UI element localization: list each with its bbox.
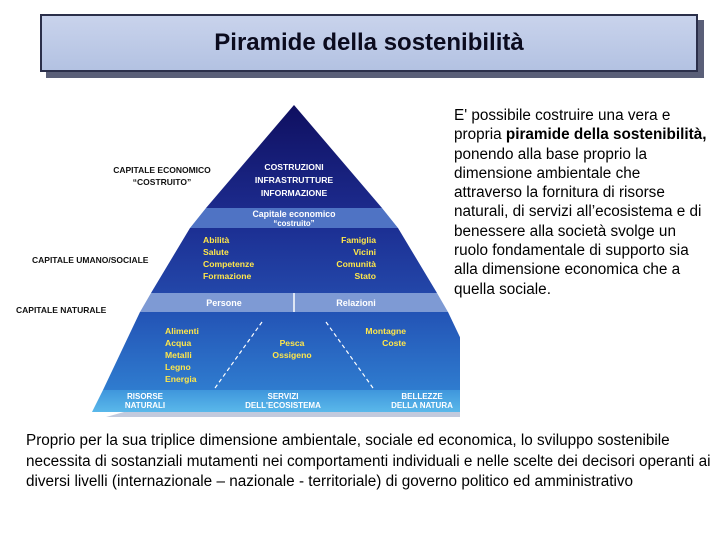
- label-capitale-economico: CAPITALE ECONOMICO: [113, 165, 211, 175]
- pyramid-shadow: [106, 412, 460, 417]
- title-box: [40, 14, 698, 72]
- naturale-montagne: Montagne: [365, 326, 406, 336]
- band-relazioni: Relazioni: [336, 298, 376, 308]
- naturale-pesca: Pesca: [279, 338, 305, 348]
- label-capitale-naturale: CAPITALE NATURALE: [16, 305, 107, 315]
- pyramid-umano-section: [151, 228, 437, 293]
- side-text-part2: ponendo alla base proprio la dimensione ambientale che attraverso la fornitura di risorse naturali, di servizi all’ecosistema e di benessere alla società svolge un ruolo fondamentale di supporto sia alla dimensione economica che a quella sociale.: [454, 145, 702, 298]
- umano-stato: Stato: [354, 271, 376, 281]
- base-bellezze: BELLEZZE: [401, 392, 443, 401]
- umano-salute: Salute: [203, 247, 229, 257]
- sustainability-pyramid: [0, 98, 460, 428]
- base-naturali: NATURALI: [124, 401, 166, 410]
- umano-famiglia: Famiglia: [341, 235, 376, 245]
- top-infrastrutture: INFRASTRUTTURE: [254, 175, 334, 185]
- umano-comunita: Comunità: [336, 259, 376, 269]
- bottom-paragraph: Proprio per la sua triplice dimensione ambientale, sociale ed economica, lo sviluppo sostenibile necessita di sostanziali mutamenti nei comportamenti individuali e nelle scelte dei decisori operanti ai diversi livelli (internazionale – nazionale - territoriale) di governo politico ed amministrativo: [26, 432, 711, 490]
- naturale-metalli: Metalli: [165, 350, 192, 360]
- top-informazione: INFORMAZIONE: [260, 188, 328, 198]
- naturale-legno: Legno: [165, 362, 191, 372]
- top-costruzioni: COSTRUZIONI: [264, 162, 324, 172]
- band-persone: Persone: [206, 298, 242, 308]
- base-natura: DELLA NATURA: [391, 401, 453, 410]
- base-ecosistema: DELL'ECOSISTEMA: [245, 401, 321, 410]
- naturale-energia: Energia: [165, 374, 197, 384]
- umano-vicini: Vicini: [353, 247, 376, 257]
- label-costruito: “COSTRUITO”: [132, 177, 192, 187]
- side-paragraph: [454, 106, 708, 299]
- slide-title: Piramide della sostenibilità: [214, 29, 524, 56]
- band-economico-line1: Capitale economico: [252, 209, 336, 219]
- naturale-coste: Coste: [382, 338, 406, 348]
- umano-abilita: Abilità: [203, 235, 230, 245]
- side-text-bold: piramide della sostenibilità,: [505, 126, 707, 144]
- side-text-part1: E' possibile costruire una vera e propria: [454, 107, 671, 144]
- label-capitale-umano: CAPITALE UMANO/SOCIALE: [32, 255, 149, 265]
- band-economico-line2: “costruito”: [273, 219, 315, 228]
- naturale-alimenti: Alimenti: [165, 326, 199, 336]
- umano-competenze: Competenze: [203, 259, 255, 269]
- naturale-ossigeno: Ossigeno: [272, 350, 312, 360]
- umano-formazione: Formazione: [203, 271, 252, 281]
- base-risorse: RISORSE: [126, 392, 164, 401]
- naturale-acqua: Acqua: [165, 338, 192, 348]
- base-servizi: SERVIZI: [267, 392, 299, 401]
